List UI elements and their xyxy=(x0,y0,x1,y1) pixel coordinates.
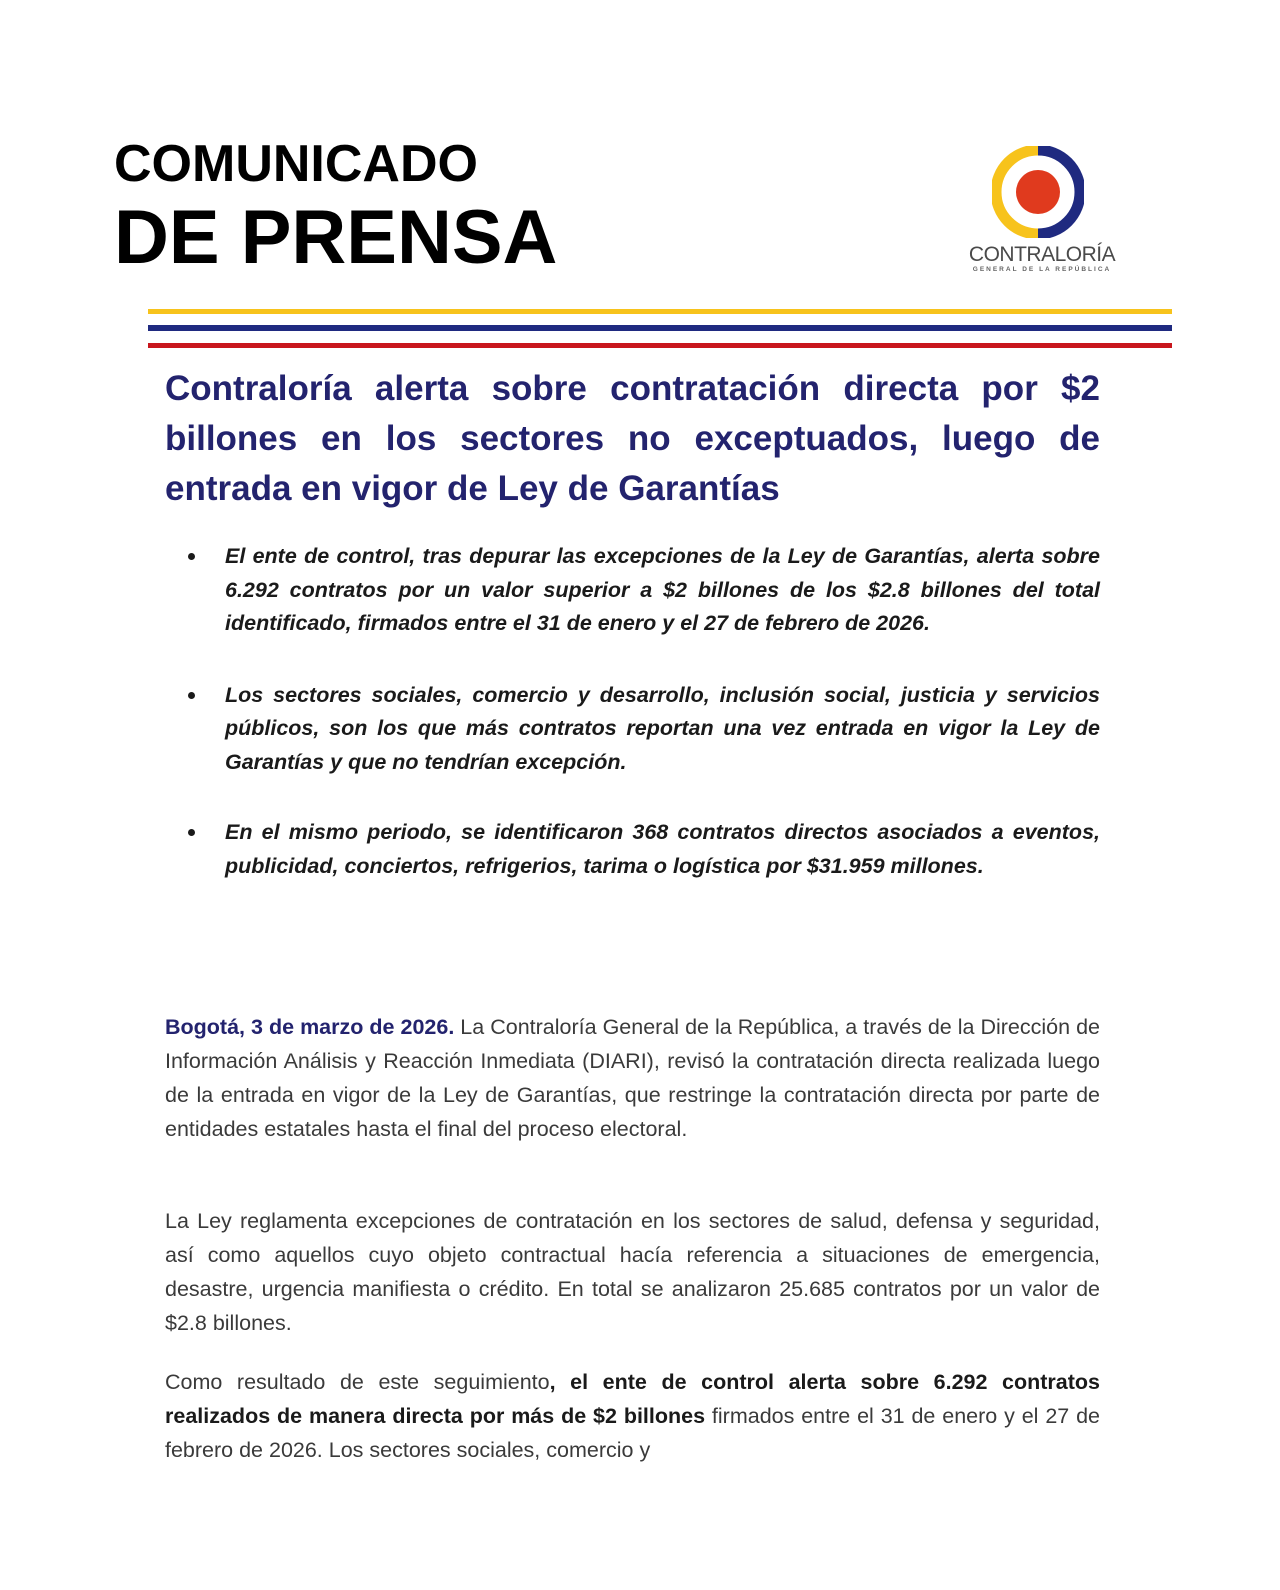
logo-wordmark: CONTRALORÍA xyxy=(968,243,1116,266)
stripe-yellow xyxy=(148,309,1172,314)
paragraph-emphasis: , el ente de control alerta sobre 6.292 contratos realizados de manera directa por más de $2 billones xyxy=(165,1370,1100,1428)
stripe-blue xyxy=(148,325,1172,331)
bullet-text: El ente de control, tras depurar las excepciones de la Ley de Garantías, alerta sobre 6.292 contratos por un valor superior a $2 billones de los $2.8 billones del total identificado, firmados entre el 31 de enero y el 27 de febrero de 2026. xyxy=(225,544,1100,635)
bullet-text: En el mismo periodo, se identificaron 368 contratos directos asociados a eventos, publicidad, conciertos, refrigerios, tarima o logística por $31.959 millones. xyxy=(225,820,1100,878)
paragraph-text: Como resultado de este seguimiento xyxy=(165,1370,550,1394)
paragraph-text: La Contraloría General de la República, a través de la Dirección de Información Análisis y Reacción Inmediata (DIARI), revisó la contratación directa realizada luego de la entrada en vigor de la Ley de Garantías, que restringe la contratación directa por parte de entidades estatales hasta el final del proceso electoral. xyxy=(165,1015,1100,1141)
body-paragraph-1 xyxy=(165,1010,1100,1146)
body-paragraph-3 xyxy=(165,1365,1100,1467)
contraloria-logo xyxy=(950,142,1130,282)
bullet-text: Los sectores sociales, comercio y desarrollo, inclusión social, justicia y servicios públicos, son los que más contratos reportan una vez entrada en vigor la Ley de Garantías y que no tendrían excepción. xyxy=(225,682,1100,774)
summary-bullets xyxy=(180,540,1100,883)
paragraph-text: firmados entre el 31 de enero y el 27 de febrero de 2026. Los sectores sociales, comercio y xyxy=(165,1404,1101,1462)
bullet-dot-icon xyxy=(188,692,195,699)
title-line-de-prensa: DE PRENSA xyxy=(114,195,558,280)
bullet-dot-icon xyxy=(188,553,195,560)
dateline: Bogotá, 3 de marzo de 2026. xyxy=(165,1015,455,1039)
summary-bullet xyxy=(180,816,1100,883)
contraloria-emblem-icon xyxy=(992,146,1084,238)
logo-subtitle: GENERAL DE LA REPÚBLICA xyxy=(972,266,1112,273)
body-paragraph-2: La Ley reglamenta excepciones de contratación en los sectores de salud, defensa y seguridad, así como aquellos cuyo objeto contractual hacía referencia a situaciones de emergencia, desastre, urgencia manifiesta o crédito. En total se analizaron 25.685 contratos por un valor de $2.8 billones. xyxy=(165,1209,1100,1335)
headline: Contraloría alerta sobre contratación directa por $2 billones en los sectores no exceptuados, luego de entrada en vigor de Ley de Garantías xyxy=(165,369,1100,508)
bullet-dot-icon xyxy=(188,829,195,836)
stripe-red xyxy=(148,343,1172,348)
title-line-comunicado: COMUNICADO xyxy=(114,135,478,193)
summary-bullet xyxy=(180,679,1100,780)
document-title xyxy=(114,135,558,280)
summary-bullet xyxy=(180,540,1100,641)
